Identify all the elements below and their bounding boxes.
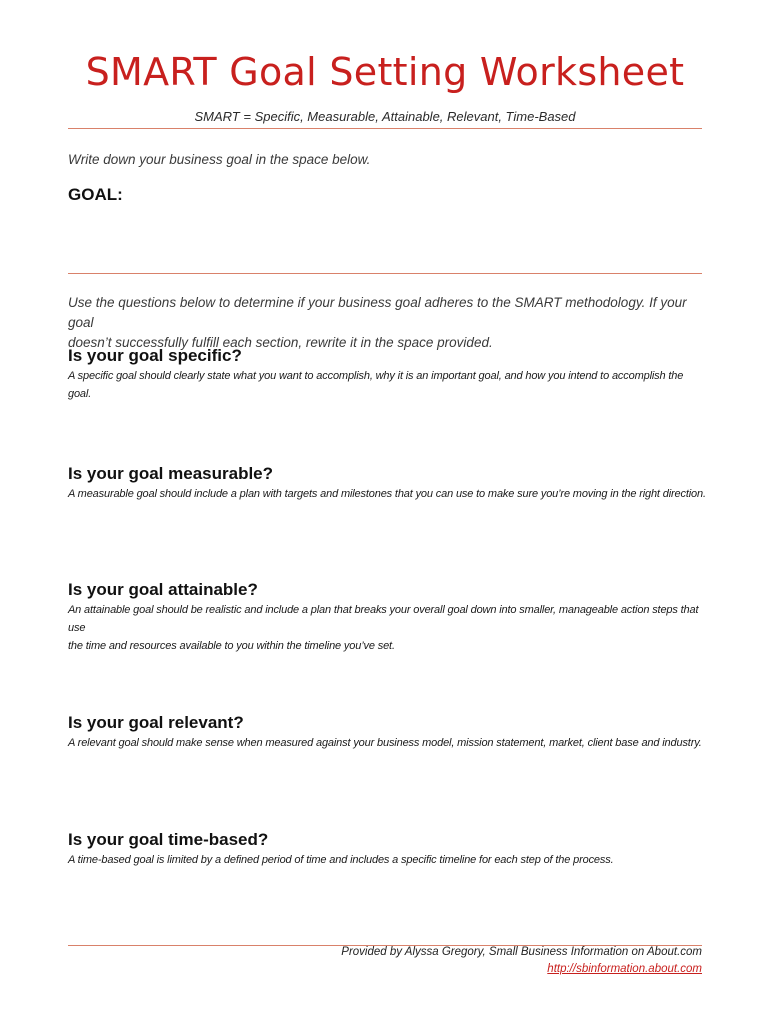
measurable-answer-space[interactable] (68, 503, 702, 563)
header-divider (68, 128, 702, 129)
relevant-answer-space[interactable] (68, 752, 702, 812)
section-heading: Is your goal time-based? (68, 830, 269, 849)
time-based-answer-space[interactable] (68, 869, 702, 929)
section-heading: Is your goal relevant? (68, 713, 244, 732)
section-specific (68, 346, 708, 463)
section-description (68, 734, 708, 752)
goal-divider (68, 273, 702, 274)
goal-answer-space[interactable] (68, 210, 702, 266)
instructions-line: doesn’t successfully fulfill each section, rewrite it in the space provided. (68, 335, 493, 350)
section-description-line: A specific goal should clearly state what you want to accomplish, why it is an important goal, and how you intend to accomplish the goal. (68, 370, 684, 400)
section-description-line: the time and resources available to you within the timeline you’ve set. (68, 640, 395, 652)
section-heading: Is your goal measurable? (68, 464, 274, 483)
instructions-line: Use the questions below to determine if your business goal adheres to the SMART methodology. If your goal (68, 295, 687, 330)
section-description-line: An attainable goal should be realistic and include a plan that breaks your overall goal down into smaller, manageable action steps that use (68, 604, 699, 634)
instructions (68, 293, 708, 353)
section-measurable (68, 464, 708, 563)
specific-answer-space[interactable] (68, 403, 702, 463)
section-description-line: A time-based goal is limited by a defined period of time and includes a specific timeline for each step of the process. (68, 854, 614, 866)
page-title: SMART Goal Setting Worksheet (85, 50, 685, 94)
section-description (68, 851, 708, 869)
section-description (68, 601, 708, 655)
footer-credit: Provided by Alyssa Gregory, Small Business Information on About.com (341, 946, 702, 958)
footer-link[interactable]: http://sbinformation.about.com (547, 963, 702, 975)
section-description (68, 367, 708, 403)
section-time-based (68, 830, 708, 929)
section-description-line: A relevant goal should make sense when measured against your business model, mission statement, market, client base and industry. (68, 737, 702, 749)
section-description (68, 485, 708, 503)
section-relevant (68, 713, 708, 812)
section-attainable (68, 580, 708, 715)
attainable-answer-space[interactable] (68, 655, 702, 715)
goal-label: GOAL: (68, 185, 123, 204)
section-heading: Is your goal attainable? (68, 580, 258, 599)
section-description-line: A measurable goal should include a plan with targets and milestones that you can use to make sure you’re moving in the right direction. (68, 488, 706, 500)
subtitle: SMART = Specific, Measurable, Attainable, Relevant, Time-Based (194, 109, 576, 124)
section-heading: Is your goal specific? (68, 346, 242, 365)
goal-intro: Write down your business goal in the space below. (68, 152, 371, 167)
